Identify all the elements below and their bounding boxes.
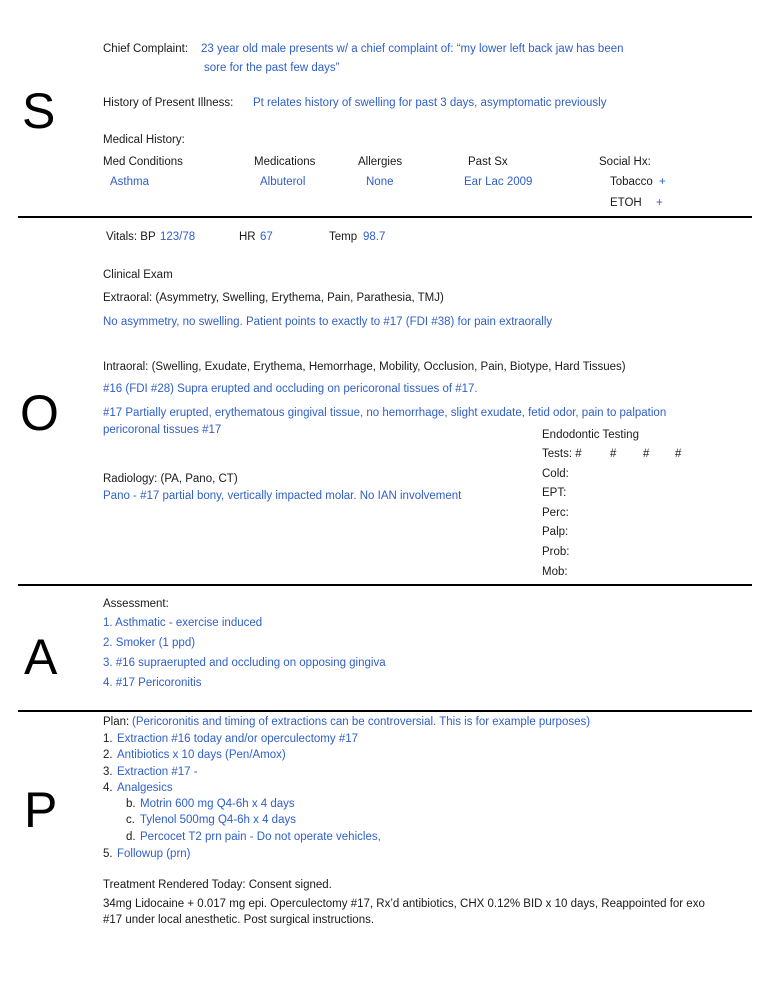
plan-item-4-num: 4. [103,782,113,794]
social-tobacco-value: + [659,176,666,188]
divider-s-o [18,216,752,218]
treatment-label: Treatment Rendered Today: Consent signed. [103,879,332,891]
endo-row-cold: Cold: [542,468,569,480]
extraoral-label: Extraoral: (Asymmetry, Swelling, Erythema, Pain, Parathesia, TMJ) [103,292,444,304]
plan-sub-d: Percocet T2 prn pain - Do not operate vehicles, [140,831,381,843]
past-sx-value: Ear Lac 2009 [464,176,533,188]
plan-sub-b: Motrin 600 mg Q4-6h x 4 days [140,798,295,810]
plan-item-5-num: 5. [103,848,113,860]
section-letter-o: O [20,385,59,441]
chief-complaint-label: Chief Complaint: [103,43,189,55]
med-conditions-header: Med Conditions [103,156,183,168]
section-letter-a: A [24,629,58,685]
intraoral-finding-2b: pericoronal tissues #17 [103,424,222,436]
social-etoh-label: ETOH [610,197,642,209]
assessment-item-1: 1. Asthmatic - exercise induced [103,617,263,629]
plan-label: Plan: [103,716,130,728]
endo-row-palp: Palp: [542,526,569,538]
assessment-item-2: 2. Smoker (1 ppd) [103,637,196,649]
plan-item-1: Extraction #16 today and/or operculectomy #17 [117,733,359,745]
plan-item-3: Extraction #17 - [117,766,198,778]
section-letter-s: S [22,83,56,139]
chief-complaint-line1: 23 year old male presents w/ a chief complaint of: “my lower left back jaw has been [201,43,624,55]
plan-item-2: Antibiotics x 10 days (Pen/Amox) [117,749,286,761]
past-sx-header: Past Sx [468,156,508,168]
hpi-label: History of Present Illness: [103,97,234,109]
endo-testing-title: Endodontic Testing [542,429,639,441]
endo-hash-3: # [675,448,682,460]
plan-item-1-num: 1. [103,733,113,745]
endo-hash-2: # [643,448,650,460]
medical-history-label: Medical History: [103,134,185,146]
plan-item-2-num: 2. [103,749,113,761]
divider-a-p [18,710,752,712]
plan-item-5: Followup (prn) [117,848,191,860]
temp-value: 98.7 [363,231,386,243]
social-hx-header: Social Hx: [599,156,651,168]
medications-value: Albuterol [260,176,306,188]
intraoral-finding-2a: #17 Partially erupted, erythematous gingival tissue, no hemorrhage, slight exudate, fetid odor, pain to palpation [103,407,667,419]
allergies-value: None [366,176,394,188]
hpi-value: Pt relates history of swelling for past 3 days, asymptomatic previously [253,97,607,109]
endo-row-perc: Perc: [542,507,569,519]
endo-row-ept: EPT: [542,487,567,499]
plan-sub-b-num: b. [126,798,136,810]
plan-sub-c: Tylenol 500mg Q4-6h x 4 days [140,814,296,826]
vitals-label: Vitals: BP [106,231,156,243]
clinical-exam-heading: Clinical Exam [103,269,173,281]
radiology-value: Pano - #17 partial bony, vertically impacted molar. No IAN involvement [103,490,462,502]
plan-item-3-num: 3. [103,766,113,778]
treatment-text: 34mg Lidocaine + 0.017 mg epi. Operculectomy #17, Rx’d antibiotics, CHX 0.12% BID x 10 days, Reappointed for exo #17 under local anesthetic. Post surgical instructions. [103,898,705,926]
section-letter-p: P [24,782,58,838]
intraoral-label: Intraoral: (Swelling, Exudate, Erythema, Hemorrhage, Mobility, Occlusion, Pain, Biotype, Hard Tissues) [103,361,626,373]
endo-row-prob: Prob: [542,546,570,558]
endo-hash-1: # [610,448,617,460]
medications-header: Medications [254,156,316,168]
plan-note: (Pericoronitis and timing of extractions can be controversial. This is for example purposes) [132,716,591,728]
chief-complaint-line2: sore for the past few days” [204,62,340,74]
hr-value: 67 [260,231,273,243]
assessment-label: Assessment: [103,598,169,610]
allergies-header: Allergies [358,156,403,168]
temp-label: Temp [329,231,358,243]
plan-sub-d-num: d. [126,831,136,843]
bp-value: 123/78 [160,231,196,243]
assessment-item-3: 3. #16 supraerupted and occluding on opposing gingiva [103,657,386,669]
assessment-item-4: 4. #17 Pericoronitis [103,677,202,689]
plan-item-4: Analgesics [117,782,173,794]
hr-label: HR [239,231,256,243]
social-tobacco-label: Tobacco [610,176,653,188]
endo-row-mob: Mob: [542,566,568,578]
plan-sub-c-num: c. [126,814,135,826]
divider-o-a [18,584,752,586]
intraoral-finding-1: #16 (FDI #28) Supra erupted and occluding on pericoronal tissues of #17. [103,383,478,395]
social-etoh-value: + [656,197,663,209]
endo-tests-label: Tests: # [542,448,582,460]
med-conditions-value: Asthma [110,176,149,188]
extraoral-value: No asymmetry, no swelling. Patient points to exactly to #17 (FDI #38) for pain extraorally [103,316,553,328]
radiology-label: Radiology: (PA, Pano, CT) [103,473,238,485]
